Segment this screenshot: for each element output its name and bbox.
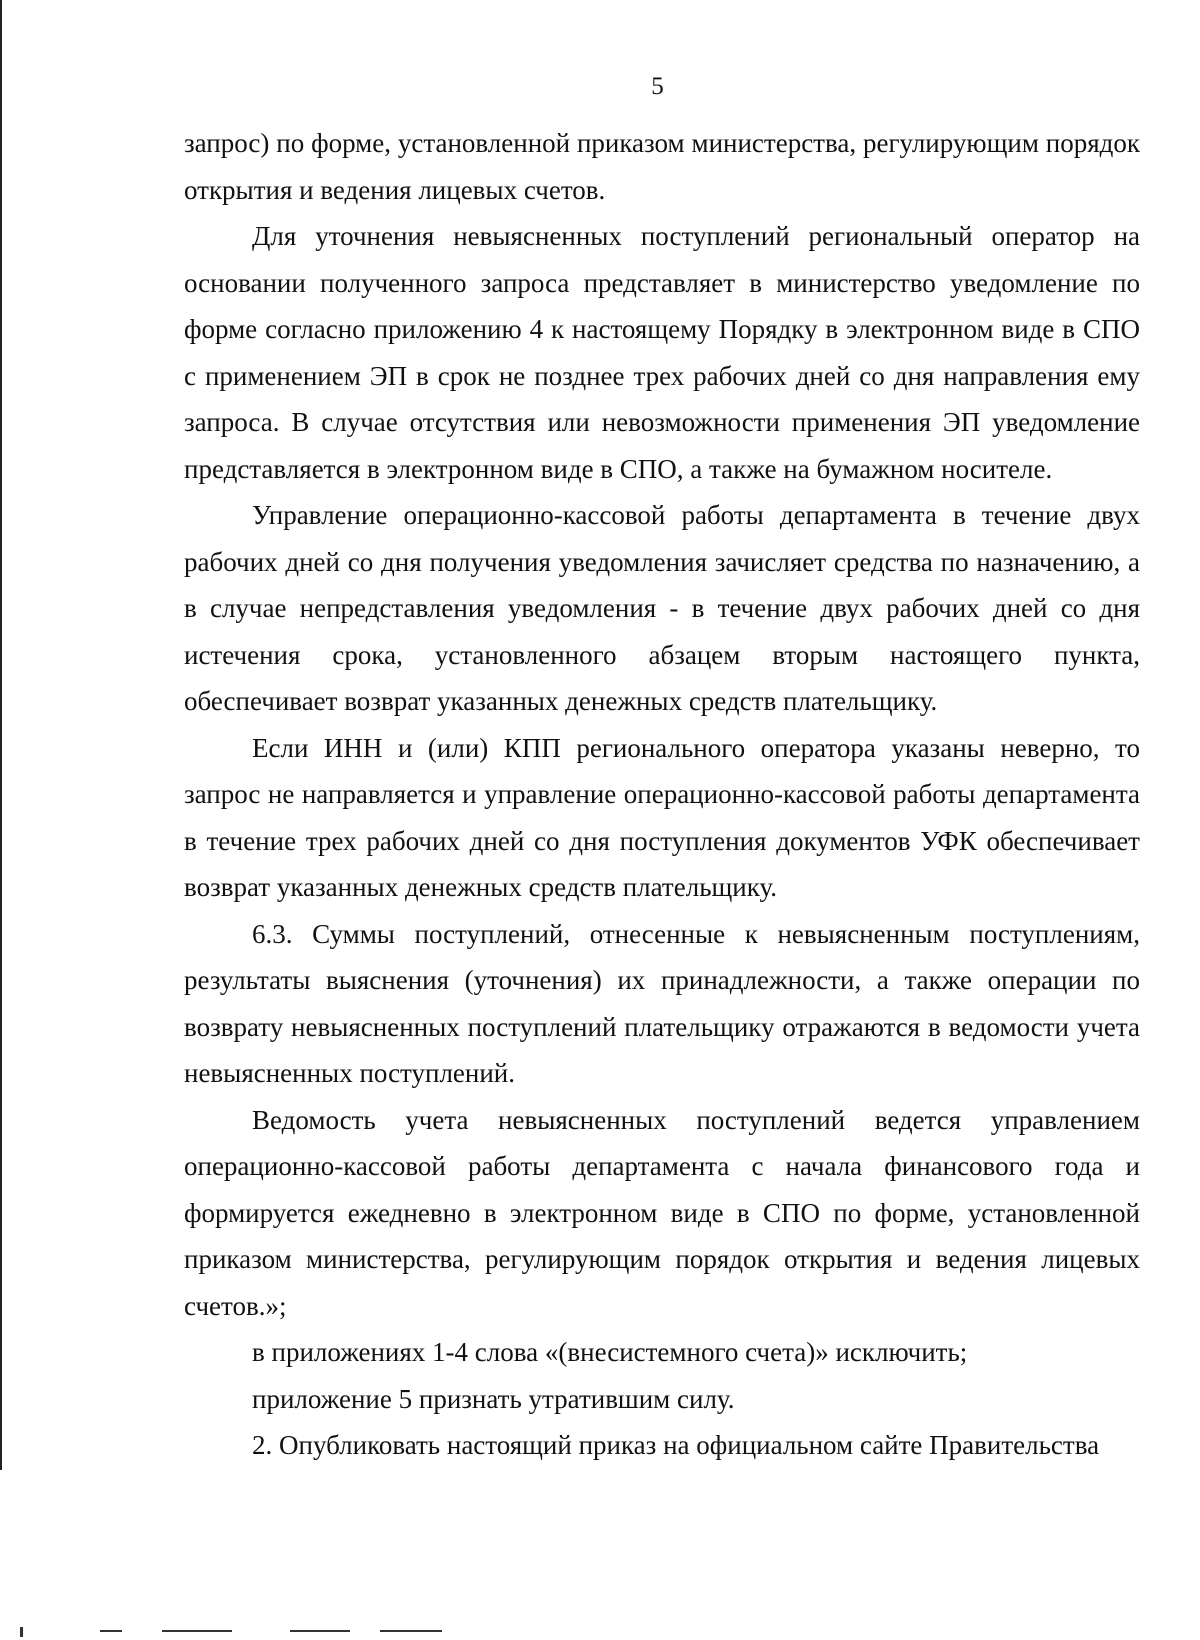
scan-mark xyxy=(100,1630,122,1632)
paragraph: Управление операционно-кассовой работы департамента в течение двух рабочих дней со дня получения уведомления зачисляет средства по назначению, а в случае непредставления уведомления - в течение двух рабочих дней со дня истечения срока, установленного абзацем вторым настоящего пункта, обеспечивает возврат указанных денежных средств плательщику. xyxy=(184,500,1140,716)
paragraph: Для уточнения невыясненных поступлений региональный оператор на основании полученного запроса представляет в министерство уведомление по форме согласно приложению 4 к настоящему Порядку в электронном виде в СПО с применением ЭП в срок не позднее трех рабочих дней со дня направления ему запроса. В случае отсутствия или невозможности применения ЭП уведомление представляется в электронном виде в СПО, а также на бумажном носителе. xyxy=(184,221,1140,484)
scan-footer-marks xyxy=(0,1622,1200,1640)
paragraph: Если ИНН и (или) КПП регионального оператора указаны неверно, то запрос не направляется и управление операционно-кассовой работы департамента в течение трех рабочих дней со дня поступления документов УФК обеспечивает возврат указанных денежных средств плательщику. xyxy=(184,732,1140,902)
scan-mark xyxy=(162,1630,232,1632)
page-number: 5 xyxy=(651,73,664,100)
scan-mark xyxy=(20,1627,23,1637)
paragraph-continuation: запрос) по форме, установленной приказом министерства, регулирующим порядок открытия и ведения лицевых счетов. xyxy=(184,128,1140,205)
scan-edge-line xyxy=(0,0,2,1470)
scan-mark xyxy=(290,1630,350,1632)
paragraph: 6.3. Суммы поступлений, отнесенные к невыясненным поступлениям, результаты выяснения (уточнения) их принадлежности, а также операции по возврату невыясненных поступлений плательщику отражаются в ведомости учета невыясненных поступлений. xyxy=(184,918,1140,1088)
paragraph: 2. Опубликовать настоящий приказ на официальном сайте Правительства xyxy=(252,1430,1100,1460)
scan-mark xyxy=(380,1630,442,1632)
paragraph: приложение 5 признать утратившим силу. xyxy=(252,1383,735,1414)
document-body xyxy=(184,120,1140,1469)
paragraph: Ведомость учета невыясненных поступлений ведется управлением операционно-кассовой работы департамента с начала финансового года и формируется ежедневно в электронном виде в СПО по форме, установленной приказом министерства, регулирующим порядок открытия и ведения лицевых счетов.»; xyxy=(184,1104,1140,1321)
paragraph: в приложениях 1-4 слова «(внесистемного счета)» исключить; xyxy=(252,1337,968,1367)
